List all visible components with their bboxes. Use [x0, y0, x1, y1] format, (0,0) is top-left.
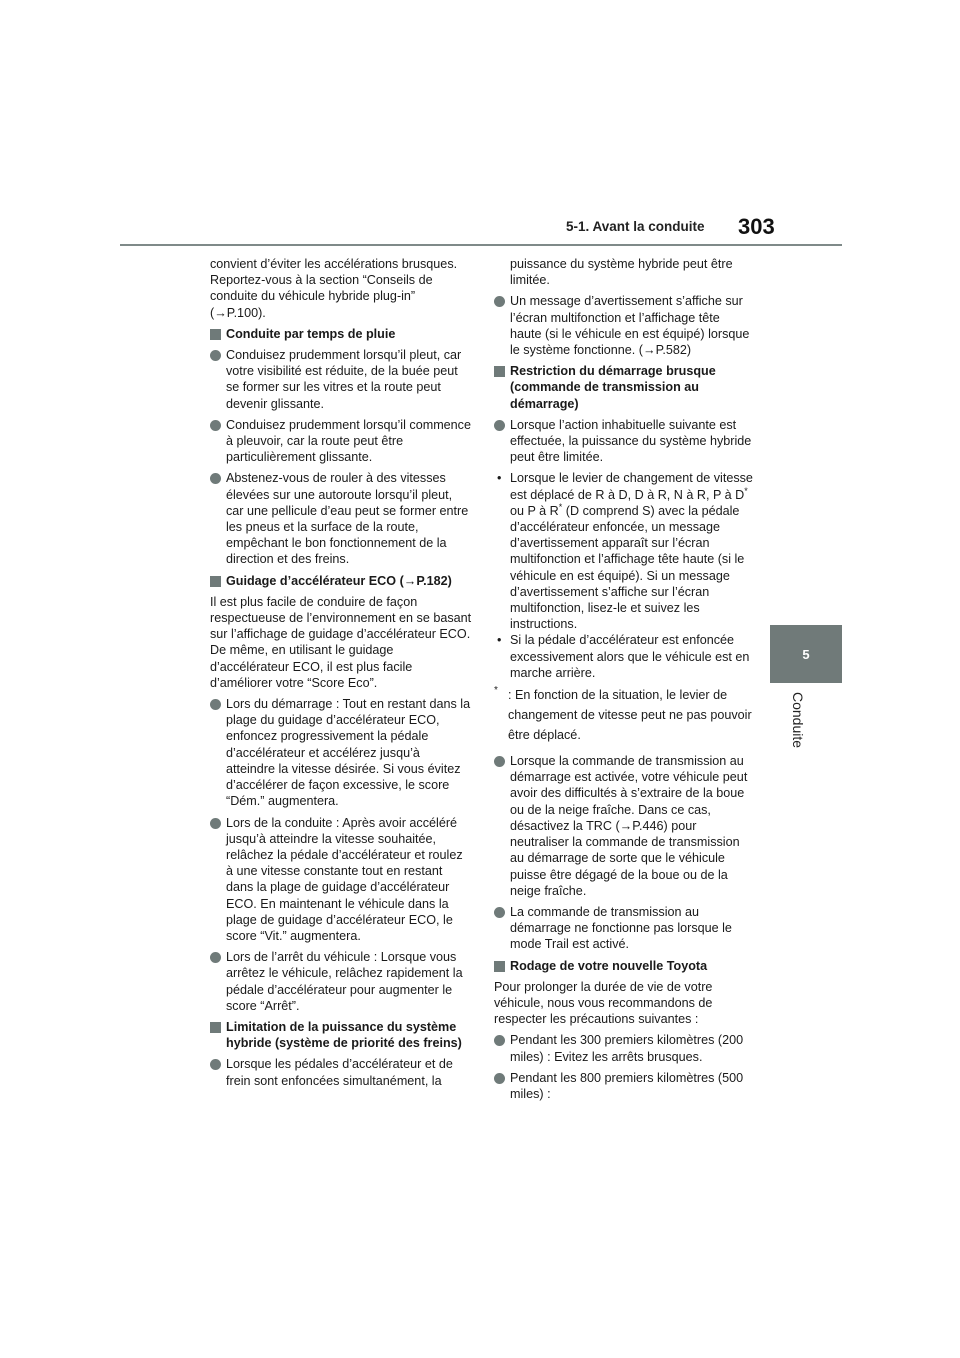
- circle-bullet-icon: [494, 296, 505, 307]
- list-item-text: Conduisez prudemment lorsqu’il commence à pleuvoir, car la route peut être particulièrement glissante.: [226, 417, 471, 465]
- intro-paragraph: convient d’éviter les accélérations brusques. Reportez-vous à la section “Conseils de conduite du véhicule hybride plug-in” (→P.100).: [210, 257, 458, 320]
- header-divider: [120, 244, 842, 246]
- list-item-text: Un message d’avertissement s’affiche sur l’écran multifonction et l’affichage tête haute (si le véhicule en est équipé) lorsque le système fonctionne. (→P.582): [510, 294, 750, 358]
- circle-bullet-icon: [494, 1073, 505, 1084]
- right-column: [494, 256, 754, 1107]
- circle-bullet-icon: [494, 756, 505, 767]
- bullet-dot-icon: •: [497, 633, 502, 648]
- list-item-text: Conduisez prudemment lorsqu’il pleut, car votre visibilité est réduite, de la buée peut se former sur les vitres et la route peut devenir glissante.: [226, 348, 462, 411]
- list-item: [210, 815, 472, 945]
- rain-heading: [210, 326, 472, 342]
- list-item: [494, 904, 754, 953]
- bullet-dot-icon: •: [497, 471, 502, 486]
- list-item: [210, 417, 472, 466]
- list-item: [494, 1070, 754, 1102]
- list-item-text: Abstenez-vous de rouler à des vitesses élevées sur une autoroute lorsqu’il pleut, car une pellicule d’eau peut se former entre les pneus et la surface de la route, empêchant le bon fonctionnement de la direction et des freins.: [226, 471, 469, 567]
- chapter-tab: [770, 625, 842, 683]
- rodage-heading: [494, 958, 754, 974]
- list-item-text: Lors de la conduite : Après avoir accéléré jusqu’à atteindre la vitesse souhaitée, relâchez la pédale d’accélérateur et roulez à une vitesse constante tout en restant dans la plage de guidage d’accélérateur ECO. En maintenant le véhicule dans la plage de guidage d’accélérateur ECO, le score “Vit.” augmentera.: [226, 815, 463, 943]
- list-item-text: Lors de l’arrêt du véhicule : Lorsque vous arrêtez le véhicule, relâchez rapidement la pédale d’accélérateur pour augmenter le score “Arrêt”.: [226, 950, 463, 1013]
- footnote-star: *: [494, 685, 498, 697]
- square-bullet-icon: [210, 1022, 221, 1033]
- sub-item-text: (D comprend S) avec la pédale d’accélérateur enfoncée, un message d’avertissement apparaît sur l’écran multifonction et l’affichage tête haute (si le véhicule en est équipé). Si un message d’avertissement s’affiche sur l’écran multifonction, lisez-le et suivez les instructions.: [510, 503, 745, 632]
- list-item: [210, 347, 472, 412]
- sub-item-text: Lorsque le levier de changement de vitesse est déplacé de R à D, D à R, N à R, P à D: [510, 471, 753, 502]
- page-number: 303: [738, 214, 775, 239]
- circle-bullet-icon: [210, 952, 221, 963]
- footnote-marker: *: [558, 501, 563, 512]
- square-bullet-icon: [210, 329, 221, 340]
- list-item-text: Pendant les 800 premiers kilomètres (500 miles) :: [510, 1070, 744, 1101]
- chapter-label: Conduite: [790, 691, 806, 749]
- restrict-heading: [494, 363, 754, 412]
- list-item-text: La commande de transmission au démarrage ne fonctionne pas lorsque le mode Trail est activé.: [510, 904, 732, 952]
- heading-text: Limitation de la puissance du système hybride (système de priorité des freins): [226, 1019, 462, 1051]
- list-item: [494, 1032, 754, 1064]
- list-item-text: Lors du démarrage : Tout en restant dans la plage du guidage d’accélérateur ECO, enfoncez progressivement la pédale d’accélérateur et accélérez jusqu’à atteindre la vitesse désirée. Si vous évitez d’accélérer de façon excessive, le score “Dém.” augmentera.: [226, 697, 471, 809]
- list-item-text: Lorsque les pédales d’accélérateur et de frein sont enfoncées simultanément, la: [226, 1057, 453, 1088]
- eco-paragraph: Il est plus facile de conduire de façon respectueuse de l’environnement en se basant sur l’affichage de guidage d’accélérateur ECO. De même, en utilisant le guidage d’accélérateur ECO, il est plus facile d’améliorer votre “Score Eco”.: [210, 594, 472, 690]
- list-item-text: Pendant les 300 premiers kilomètres (200 miles) : Evitez les arrêts brusques.: [510, 1033, 744, 1064]
- circle-bullet-icon: [210, 350, 221, 361]
- heading-text: Restriction du démarrage brusque (commande de transmission au démarrage): [510, 364, 716, 411]
- eco-heading: [210, 573, 472, 589]
- continued-paragraph: puissance du système hybride peut être limitée.: [510, 257, 733, 288]
- footnote-marker: *: [744, 485, 748, 496]
- circle-bullet-icon: [494, 1035, 505, 1046]
- heading-text: Guidage d’accélérateur ECO (→P.182): [226, 573, 452, 588]
- square-bullet-icon: [494, 961, 505, 972]
- section-title: 5-1. Avant la conduite: [566, 219, 705, 234]
- square-bullet-icon: [210, 576, 221, 587]
- sub-item-text: ou P à R: [510, 503, 559, 518]
- circle-bullet-icon: [494, 420, 505, 431]
- list-item: [210, 696, 472, 809]
- footnote-text: En fonction de la situation, le levier de changement de vitesse peut ne pas pouvoir être déplacé.: [508, 688, 752, 743]
- left-column: [210, 256, 472, 1094]
- heading-text: Conduite par temps de pluie: [226, 326, 396, 341]
- chapter-number: 5: [802, 646, 810, 662]
- square-bullet-icon: [494, 366, 505, 377]
- sub-list-item: [494, 470, 754, 632]
- list-item: [494, 417, 754, 466]
- heading-text: Rodage de votre nouvelle Toyota: [510, 958, 708, 973]
- rodage-paragraph: Pour prolonger la durée de vie de votre véhicule, nous vous recommandons de respecter les précautions suivantes :: [494, 979, 713, 1027]
- list-item: [494, 293, 754, 358]
- list-item: [210, 1056, 472, 1088]
- sub-item-text: Si la pédale d’accélérateur est enfoncée excessivement alors que le véhicule est en marche arrière.: [510, 633, 750, 680]
- list-item: [494, 753, 754, 899]
- circle-bullet-icon: [210, 818, 221, 829]
- list-item-text: Lorsque l’action inhabituelle suivante est effectuée, la puissance du système hybride peut être limitée.: [510, 417, 752, 465]
- circle-bullet-icon: [210, 420, 221, 431]
- list-item-text: Lorsque la commande de transmission au démarrage est activée, votre véhicule peut avoir des difficultés à s’extraire de la boue ou de la neige fraîche. Dans ce cas, désactivez la TRC (→P.446) pour neutraliser la commande de transmission au démarrage de sorte que le véhicule puisse être dégagé de la boue ou de la neige fraîche.: [510, 754, 748, 898]
- limit-heading: [210, 1019, 472, 1051]
- footnote: * : En fonction de la situation, le levier de changement de vitesse peut ne pas pouvoir être déplacé.: [494, 685, 754, 745]
- list-item: [210, 470, 472, 567]
- list-item: [210, 949, 472, 1014]
- circle-bullet-icon: [210, 473, 221, 484]
- sub-list-item: [494, 632, 754, 681]
- circle-bullet-icon: [494, 907, 505, 918]
- circle-bullet-icon: [210, 1059, 221, 1070]
- circle-bullet-icon: [210, 699, 221, 710]
